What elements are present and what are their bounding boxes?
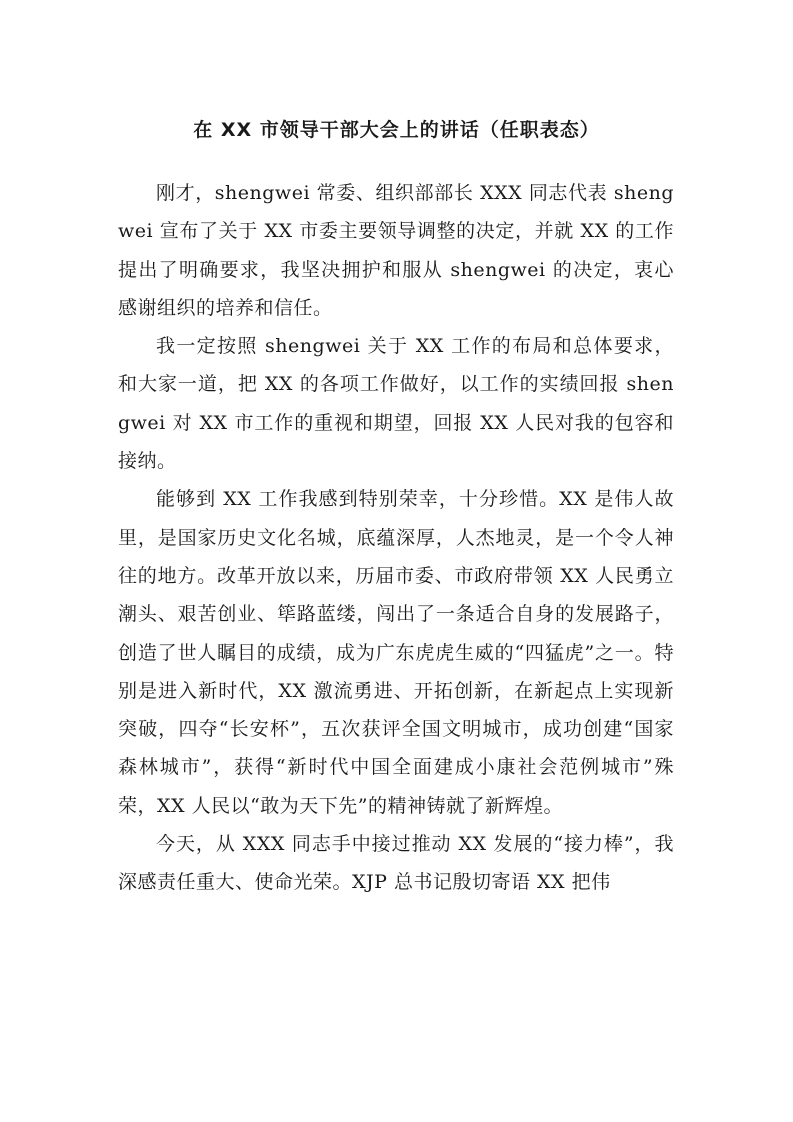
document-title: 在 XX 市领导干部大会上的讲话（任职表态） <box>193 119 600 141</box>
paragraph: 今天，从 XXX 同志手中接过推动 XX 发展的“接力棒”，我深感责任重大、使命光荣。XJP 总书记殷切寄语 XX 把伟 <box>118 833 674 894</box>
document-body <box>118 174 674 902</box>
paragraph: 能够到 XX 工作我感到特别荣幸，十分珍惜。XX 是伟人故里，是国家历史文化名城，底蕴深厚，人杰地灵，是一个令人神往的地方。改革开放以来，历届市委、市政府带领 XX 人民勇立潮头、艰苦创业、筚路蓝缕，闯出了一条适合自身的发展路子，创造了世人瞩目的成绩，成为广东虎虎生威的“四猛虎”之一。特别是进入新时代，XX 激流勇进、开拓创新，在新起点上实现新突破，四夺“长安杯”，五次获评全国文明城市，成功创建“国家森林城市”，获得“新时代中国全面建成小康社会范例城市”殊荣，XX 人民以“敢为天下先”的精神铸就了新辉煌。 <box>118 488 674 817</box>
paragraph: 刚才，shengwei 常委、组织部部长 XXX 同志代表 shengwei 宣布了关于 XX 市委主要领导调整的决定，并就 XX 的工作提出了明确要求，我坚决拥护和服从 shengwei 的决定，衷心感谢组织的培养和信任。 <box>118 182 674 319</box>
paragraph: 我一定按照 shengwei 关于 XX 工作的布局和总体要求，和大家一道，把 XX 的各项工作做好，以工作的实绩回报 shengwei 对 XX 市工作的重视和期望，回报 XX 人民对我的包容和接纳。 <box>118 335 674 473</box>
